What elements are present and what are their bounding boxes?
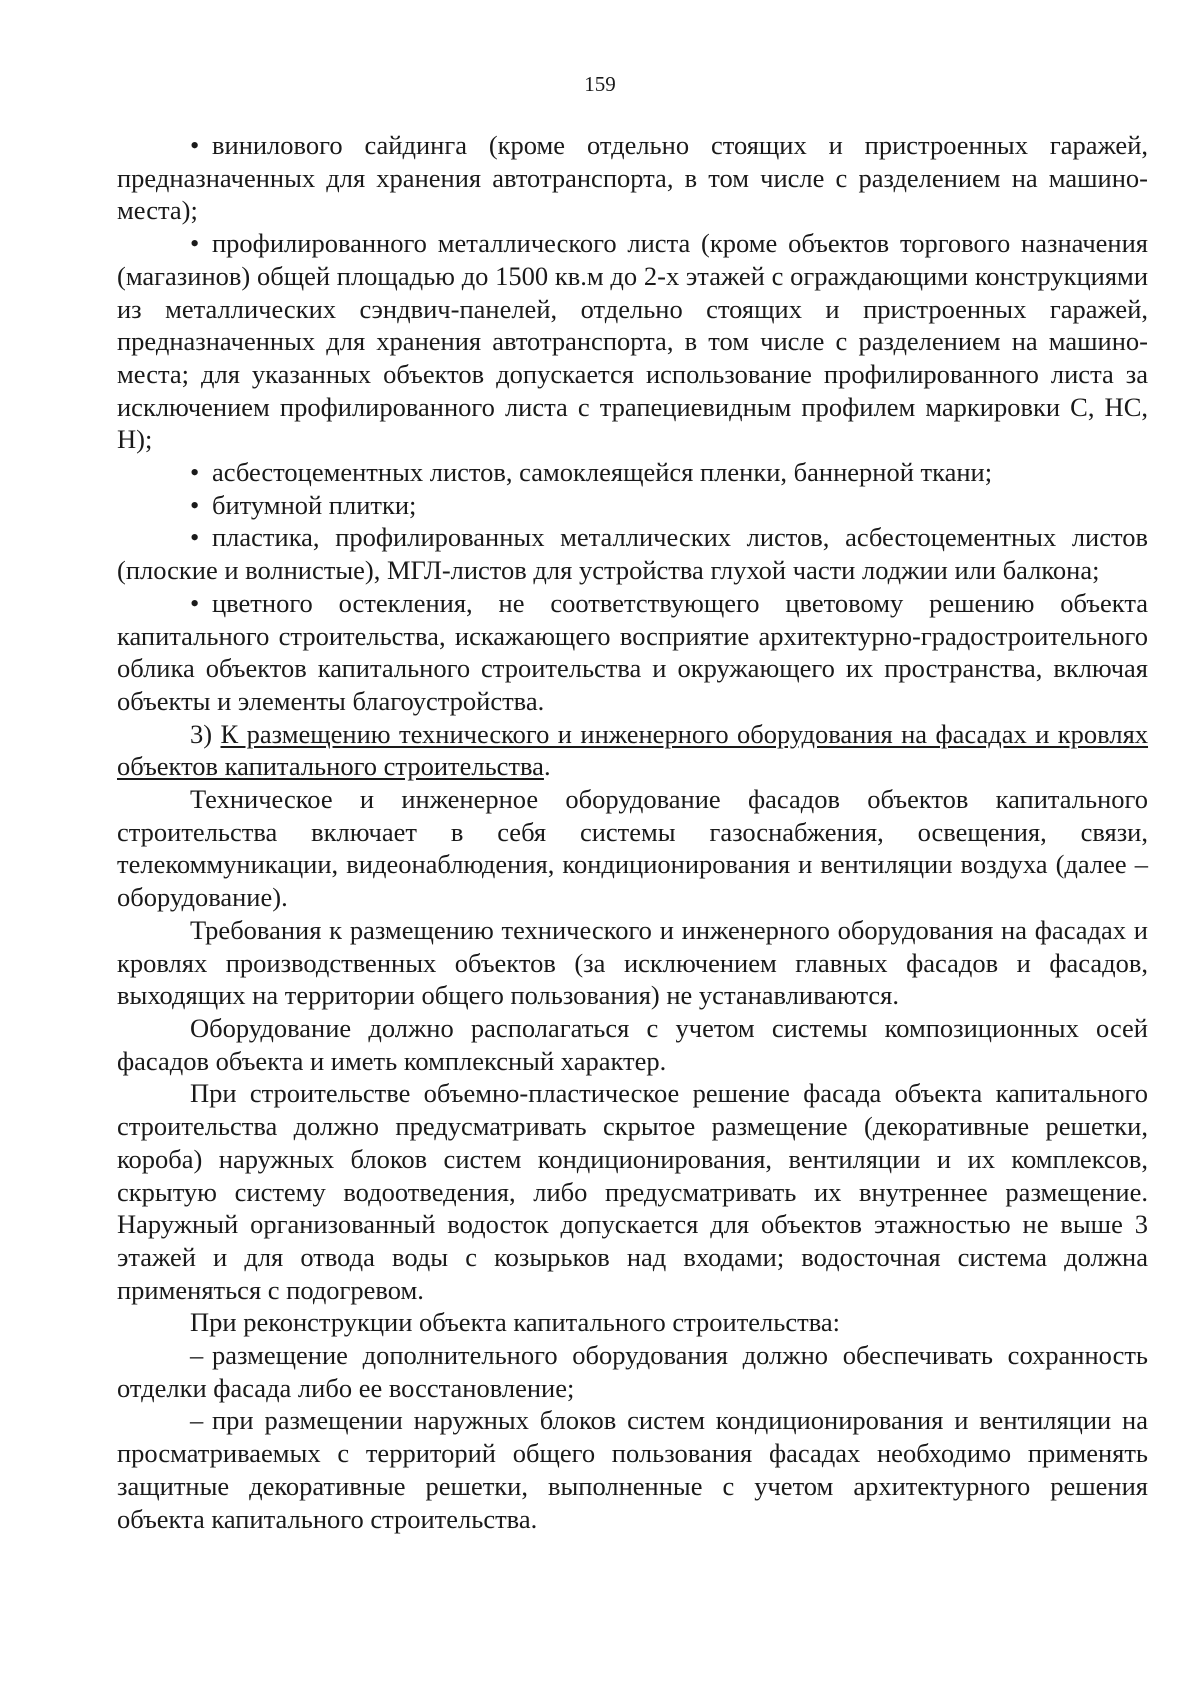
dash-text: при размещении наружных блоков систем кондиционирования и вентиляции на просматриваемых с территорий общего пользования фасадах необходимо применять защитные декоративные решетки, выполненные с учетом архитектурного решения объекта капитального строительства. xyxy=(117,1405,1148,1534)
page-number: 159 xyxy=(584,72,616,96)
paragraph: Оборудование должно располагаться с учетом системы композиционных осей фасадов объекта и иметь комплексный характер. xyxy=(117,1012,1148,1076)
paragraph: При реконструкции объекта капитального строительства: xyxy=(190,1307,840,1338)
bullet-icon: • xyxy=(190,228,200,259)
bullet-item xyxy=(117,489,1148,522)
bullet-icon: • xyxy=(190,489,200,520)
bullet-icon: • xyxy=(190,522,200,553)
bullet-text: цветного остекления, не соответствующего цветовому решению объекта капитального строительства, искажающего восприятие архитектурно-градостроительного облика объектов капитального строительства и окружающего их пространства, включая объекты и элементы благоустройства. xyxy=(117,587,1148,716)
bullet-icon: • xyxy=(190,130,200,160)
bullet-item xyxy=(117,587,1148,718)
bullet-item xyxy=(117,456,1148,489)
paragraph: Требования к размещению технического и инженерного оборудования на фасадах и кровлях производственных объектов (за исключением главных фасадов и фасадов, выходящих на территории общего пользования) не устанавливаются. xyxy=(117,914,1148,1011)
dash-icon: – xyxy=(190,1405,204,1436)
bullet-text: асбестоцементных листов, самоклеящейся пленки, баннерной ткани; xyxy=(212,457,993,488)
bullet-item xyxy=(117,227,1148,456)
bullet-text: винилового сайдинга (кроме отдельно стоящих и пристроенных гаражей, предназначенных для хранения автотранспорта, в том числе с разделением на машино-места); xyxy=(117,130,1148,226)
paragraph: Техническое и инженерное оборудование фасадов объектов капитального строительства включает в себя системы газоснабжения, освещения, связи, телекоммуникации, видеонаблюдения, кондиционирования и вентиляции воздуха (далее – оборудование). xyxy=(117,784,1148,913)
dash-icon: – xyxy=(190,1340,204,1371)
dash-item xyxy=(117,1339,1148,1404)
bullet-text: битумной плитки; xyxy=(212,489,417,520)
dash-text: размещение дополнительного оборудования должно обеспечивать сохранность отделки фасада либо ее восстановление; xyxy=(117,1340,1148,1403)
section-number: 3) xyxy=(190,718,213,749)
document-body xyxy=(117,129,1148,1535)
dash-item xyxy=(117,1404,1148,1535)
bullet-icon: • xyxy=(190,587,200,618)
bullet-item xyxy=(117,521,1148,586)
section-heading-text: К размещению технического и инженерного оборудования на фасадах и кровлях объектов капитального строительства xyxy=(117,718,1149,782)
section-heading: 3) К размещению технического и инженерного оборудования на фасадах и кровлях объектов капитального строительства. xyxy=(117,718,1149,782)
bullet-icon: • xyxy=(190,457,200,488)
bullet-item xyxy=(117,129,1148,227)
bullet-text: пластика, профилированных металлических листов, асбестоцементных листов (плоские и волнистые), МГЛ-листов для устройства глухой части лоджии или балкона; xyxy=(117,522,1148,586)
paragraph: При строительстве объемно-пластическое решение фасада объекта капитального строительства должно предусматривать скрытое размещение (декоративные решетки, короба) наружных блоков систем кондиционирования, вентиляции и их комплексов, скрытую систему водоотведения, либо предусматривать их внутреннее размещение. Наружный организованный водосток допускается для объектов этажностью не выше 3 этажей и для отвода воды с козырьков над входами; водосточная система должна применяться с подогревом. xyxy=(117,1078,1148,1305)
bullet-text: профилированного металлического листа (кроме объектов торгового назначения (магазинов) общей площадью до 1500 кв.м до 2-х этажей с ограждающими конструкциями из металлических сэндвич-панелей, отдельно стоящих и пристроенных гаражей, предназначенных для хранения автотранспорта, в том числе с разделением на машино-места; для указанных объектов допускается использование профилированного листа за исключением профилированного листа с трапециевидным профилем маркировки С, НС, Н); xyxy=(117,228,1148,455)
